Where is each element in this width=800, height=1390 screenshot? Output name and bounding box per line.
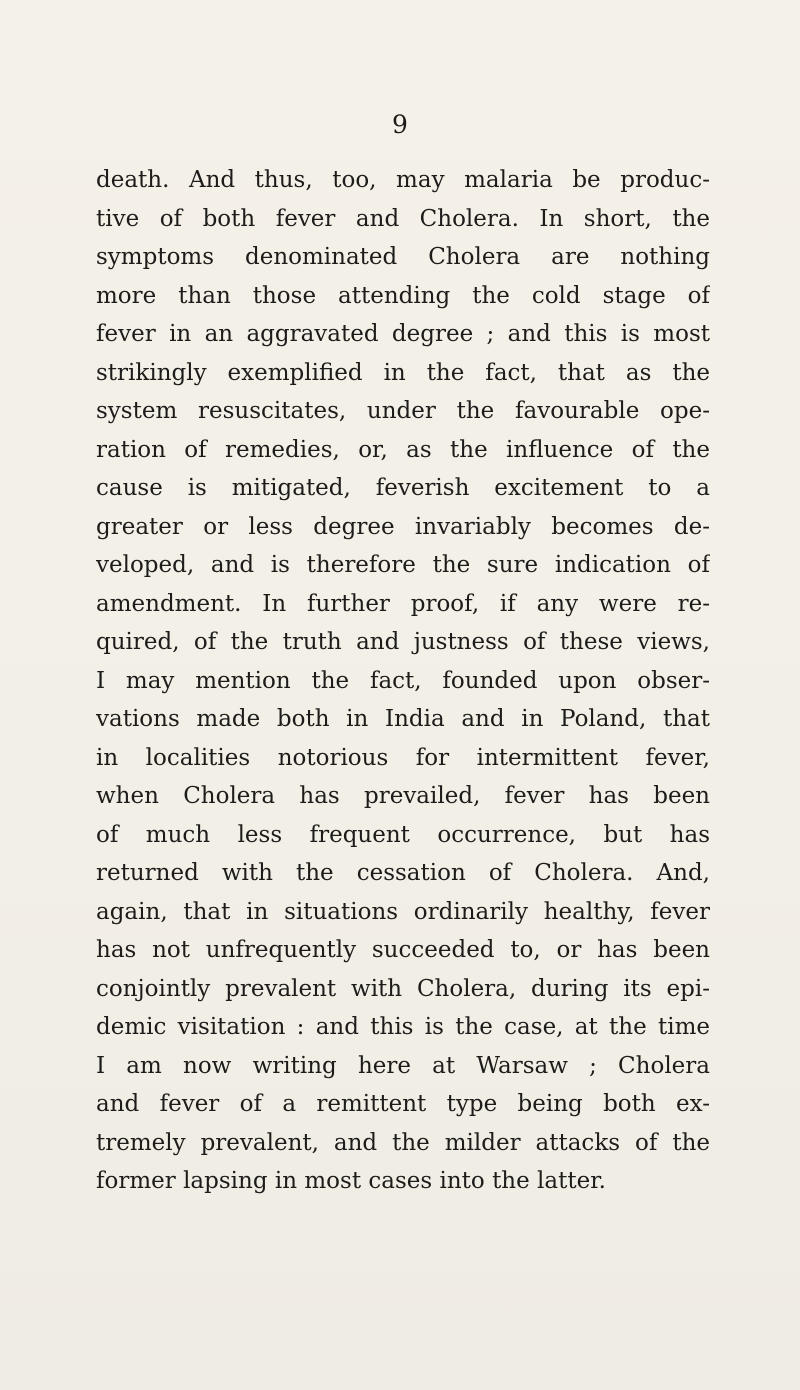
text-line: I may mention the fact, founded upon obser- — [96, 667, 710, 694]
text-line: demic visitation : and this is the case, at the time — [96, 1014, 710, 1040]
page-number: 9 — [392, 110, 408, 139]
text-line: again, that in situations ordinarily healthy, fever — [96, 898, 710, 925]
text-line: returned with the cessation of Cholera. And, — [96, 860, 710, 886]
text-line: and fever of a remittent type being both ex- — [96, 1091, 710, 1117]
text-line: in localities notorious for intermittent fever, — [96, 744, 710, 771]
text-line: tive of both fever and Cholera. In short, the — [96, 205, 710, 232]
body-text — [96, 161, 710, 1201]
text-line: system resuscitates, under the favourable ope- — [96, 398, 710, 424]
text-line: fever in an aggravated degree ; and this is most — [96, 321, 710, 347]
text-line: conjointly prevalent with Cholera, during its epi- — [96, 975, 710, 1002]
text-line: cause is mitigated, feverish excitement to a — [96, 475, 710, 501]
text-line: ration of remedies, or, as the influence of the — [96, 436, 710, 463]
text-line: strikingly exemplified in the fact, that as the — [96, 359, 710, 386]
text-line: when Cholera has prevailed, fever has been — [96, 783, 710, 809]
text-line: I am now writing here at Warsaw ; Cholera — [96, 1052, 710, 1079]
text-line: veloped, and is therefore the sure indication of — [96, 552, 710, 578]
text-line: tremely prevalent, and the milder attacks of the — [96, 1129, 710, 1156]
text-line: has not unfrequently succeeded to, or has been — [96, 937, 710, 963]
text-line: vations made both in India and in Poland, that — [96, 706, 710, 732]
text-line: of much less frequent occurrence, but has — [96, 821, 710, 848]
text-line: amendment. In further proof, if any were re- — [96, 590, 710, 617]
text-line: greater or less degree invariably becomes de- — [96, 513, 710, 540]
text-line: quired, of the truth and justness of these views, — [96, 629, 710, 655]
text-line: symptoms denominated Cholera are nothing — [96, 244, 710, 270]
text-line: former lapsing in most cases into the latter. — [96, 1168, 606, 1194]
text-line: more than those attending the cold stage of — [96, 282, 710, 309]
text-line: death. And thus, too, may malaria be produc- — [96, 167, 710, 193]
